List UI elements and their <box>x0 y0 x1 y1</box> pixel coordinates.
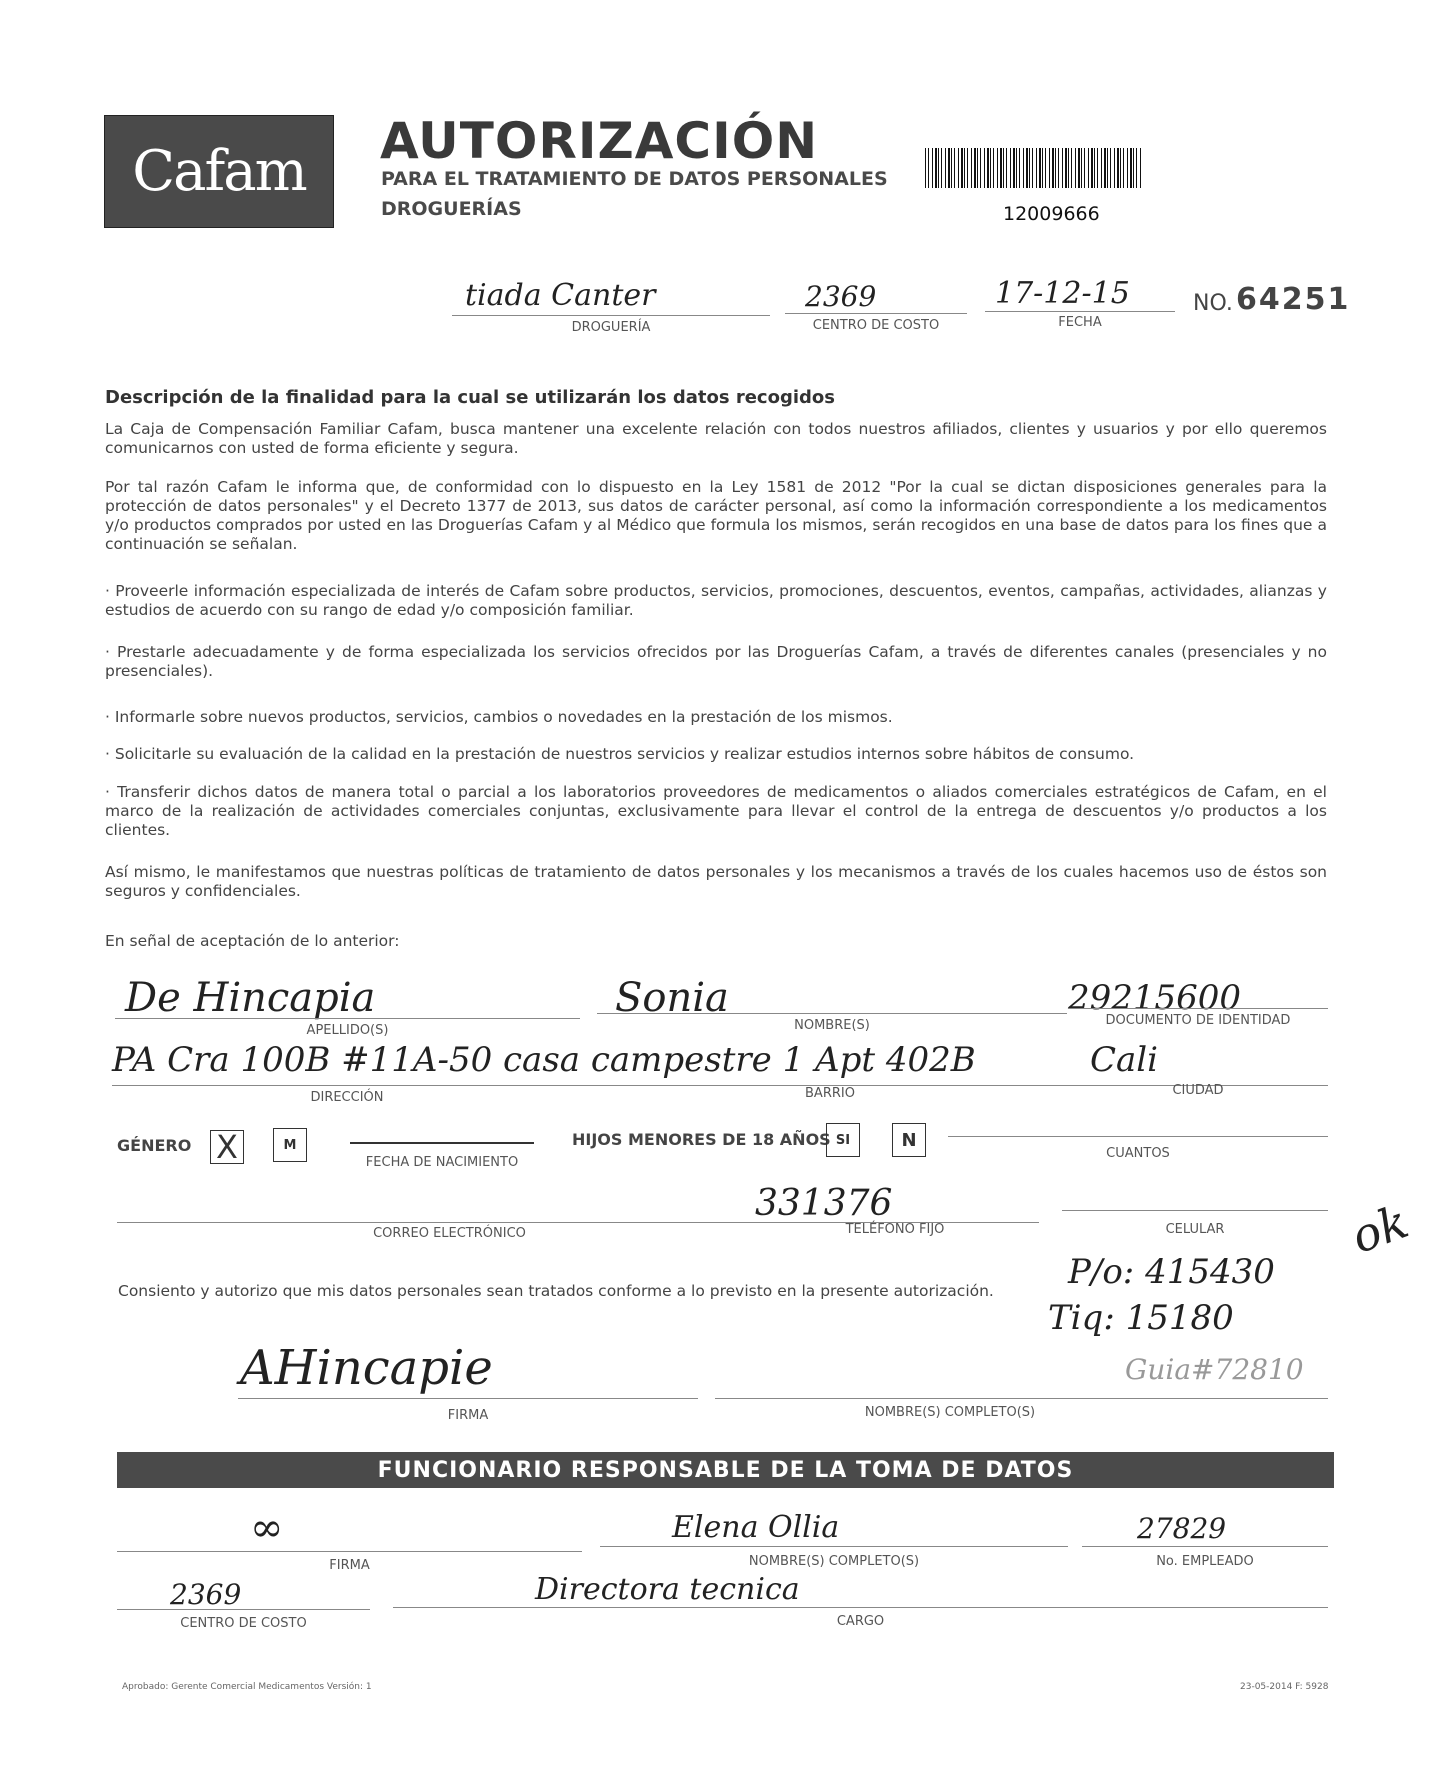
hijos-no-checkbox[interactable]: N <box>892 1123 926 1157</box>
cafam-logo: Cafam <box>104 115 334 228</box>
note-po: P/o: 415430 <box>1068 1252 1275 1292</box>
apellidos-value: De Hincapia <box>125 975 376 1021</box>
barcode-bar <box>1000 148 1002 188</box>
barcode-bar <box>1091 148 1093 188</box>
client-signature: AHincapie <box>240 1340 493 1396</box>
staff-firma-label: FIRMA <box>329 1558 370 1573</box>
staff-nombre-value: Elena Ollia <box>672 1510 840 1545</box>
barcode-bar <box>1039 148 1041 188</box>
form-number-label: NO. <box>1193 291 1233 316</box>
staff-nombre-label: NOMBRE(S) COMPLETO(S) <box>748 1554 920 1569</box>
note-guia: Guia#72810 <box>1125 1353 1304 1386</box>
drogueria-value: tiada Canter <box>465 278 656 313</box>
footer-date-code: 23-05-2014 F: 5928 <box>1240 1682 1329 1692</box>
direccion-label: DIRECCIÓN <box>310 1090 384 1105</box>
barcode-bar <box>990 148 991 188</box>
celular-label: CELULAR <box>1165 1222 1225 1237</box>
barcode-bar <box>1117 148 1119 188</box>
paragraph-acceptance: En señal de aceptación de lo anterior: <box>105 932 400 950</box>
telefono-label: TELÉFONO FIJO <box>845 1222 945 1237</box>
barcode-bar <box>1006 148 1007 188</box>
hijos-label: HIJOS MENORES DE 18 AÑOS <box>572 1130 831 1149</box>
barcode-bar <box>945 148 946 188</box>
ok-mark: ok <box>1344 1194 1416 1264</box>
barcode-bar <box>1120 148 1121 188</box>
barcode-bar <box>974 148 976 188</box>
staff-banner: FUNCIONARIO RESPONSABLE DE LA TOMA DE DATOS <box>117 1452 1334 1488</box>
barcode-bar <box>987 148 989 188</box>
direccion-value: PA Cra 100B #11A-50 casa campestre 1 Apt 402B <box>112 1040 976 1080</box>
nombres-value: Sonia <box>615 975 729 1021</box>
cuantos-label: CUANTOS <box>1106 1146 1170 1161</box>
genero-f-checkbox[interactable]: X <box>210 1130 244 1164</box>
barcode-bar <box>1026 148 1028 188</box>
barcode-bar <box>1136 148 1137 188</box>
barcode-bar <box>928 148 929 188</box>
barcode-bar <box>1042 148 1043 188</box>
bullet-1: · Proveerle información especializada de interés de Cafam sobre productos, servicios, promociones, descuentos, eventos, campañas, actividades, alianzas y estudios de acuerdo con su rango de edad y/o composición familiar. <box>105 582 1327 619</box>
barcode-bar <box>1071 148 1072 188</box>
barcode-bar <box>1075 148 1076 188</box>
barcode-bar <box>1078 148 1080 188</box>
barcode-bar <box>1107 148 1108 188</box>
barcode-bar <box>925 148 926 188</box>
barcode-bar <box>1127 148 1128 188</box>
barcode-bar <box>997 148 998 188</box>
barcode-bar <box>1058 148 1059 188</box>
barcode-bar <box>977 148 978 188</box>
barcode-bar <box>1010 148 1011 188</box>
section-heading: Descripción de la finalidad para la cual se utilizarán los datos recogidos <box>105 387 835 408</box>
staff-centro-label: CENTRO DE COSTO <box>180 1616 307 1631</box>
correo-label: CORREO ELECTRÓNICO <box>373 1226 526 1241</box>
fecha-value: 17-12-15 <box>995 276 1130 311</box>
paragraph-legal: Por tal razón Cafam le informa que, de conformidad con lo dispuesto en la Ley 1581 de 2012 "Por la cual se dictan disposiciones generales para la protección de datos personales" y el Decreto 1377 de 2013, sus datos de carácter personal, así como la información correspondiente a los medicamentos y/o productos comprados por usted en las Droguerías Cafam y al Médico que formula los mismos, serán recogidos en una base de datos para los fines que a continuación se señalan. <box>105 478 1327 553</box>
ciudad-label: CIUDAD <box>1172 1083 1224 1098</box>
paragraph-intro: La Caja de Compensación Familiar Cafam, busca mantener una excelente relación con todos nuestros afiliados, clientes y usuarios y por ello queremos comunicarnos con usted de forma eficiente y segura. <box>105 420 1327 457</box>
barcode-bar <box>1055 148 1056 188</box>
form-subtitle-droguerias: DROGUERÍAS <box>381 198 522 220</box>
ciudad-value: Cali <box>1090 1040 1159 1080</box>
barcode-bar <box>1130 148 1132 188</box>
centro-costo-value: 2369 <box>805 280 877 313</box>
barcode-bar <box>1088 148 1089 188</box>
nombres-label: NOMBRE(S) <box>794 1018 870 1033</box>
drogueria-label: DROGUERÍA <box>571 320 651 335</box>
genero-m-checkbox[interactable]: M <box>273 1128 307 1162</box>
barcode-bar <box>1013 148 1015 188</box>
consent-text: Consiento y autorizo que mis datos personales sean tratados conforme a lo previsto en la presente autorización. <box>118 1282 994 1300</box>
barcode <box>925 148 1145 188</box>
barcode-bar <box>984 148 985 188</box>
documento-label: DOCUMENTO DE IDENTIDAD <box>1105 1013 1291 1028</box>
cargo-value: Directora tecnica <box>535 1572 800 1607</box>
barcode-bar <box>1094 148 1095 188</box>
barcode-bar <box>967 148 968 188</box>
barcode-bar <box>1036 148 1037 188</box>
barcode-number: 12009666 <box>1003 203 1100 225</box>
barcode-bar <box>1110 148 1111 188</box>
barcode-bar <box>1114 148 1115 188</box>
barcode-bar <box>954 148 955 188</box>
documento-value: 29215600 <box>1068 978 1242 1018</box>
form-title: AUTORIZACIÓN <box>380 112 819 170</box>
barcode-bar <box>1065 148 1067 188</box>
telefono-value: 331376 <box>755 1183 893 1224</box>
barcode-bar <box>938 148 939 188</box>
form-number: 64251 <box>1236 282 1351 317</box>
barcode-bar <box>948 148 950 188</box>
nacimiento-label: FECHA DE NACIMIENTO <box>365 1155 519 1170</box>
bullet-5: · Transferir dichos datos de manera total o parcial a los laboratorios proveedores de medicamentos o aliados comerciales estratégicos de Cafam, en el marco de la realización de actividades comerciales conjuntas, exclusivamente para llevar el control de la entrega de descuentos y/o productos a los clientes. <box>105 783 1327 839</box>
note-tiq: Tiq: 15180 <box>1048 1298 1234 1338</box>
barcode-bar <box>971 148 972 188</box>
barcode-bar <box>1104 148 1106 188</box>
barcode-bar <box>941 148 942 188</box>
empleado-label: No. EMPLEADO <box>1156 1554 1254 1569</box>
barcode-bar <box>1084 148 1085 188</box>
barcode-bar <box>1081 148 1082 188</box>
client-firma-label: FIRMA <box>447 1408 489 1423</box>
barcode-bar <box>1101 148 1102 188</box>
barcode-bar <box>961 148 963 188</box>
apellidos-label: APELLIDO(S) <box>306 1023 389 1038</box>
staff-signature: ∞ <box>250 1505 284 1551</box>
barcode-bar <box>1003 148 1004 188</box>
fecha-label: FECHA <box>1058 315 1102 330</box>
paragraph-policy: Así mismo, le manifestamos que nuestras políticas de tratamiento de datos personales y los mecanismos a través de los cuales hacemos uso de éstos son seguros y confidenciales. <box>105 863 1327 900</box>
footer-approval: Aprobado: Gerente Comercial Medicamentos Versión: 1 <box>122 1682 372 1692</box>
barrio-label: BARRIO <box>805 1086 855 1101</box>
barcode-bar <box>1032 148 1033 188</box>
barcode-bar <box>993 148 994 188</box>
bullet-3: · Informarle sobre nuevos productos, servicios, cambios o novedades en la prestación de los mismos. <box>105 708 893 726</box>
barcode-bar <box>964 148 965 188</box>
form-subtitle: PARA EL TRATAMIENTO DE DATOS PERSONALES <box>381 168 888 190</box>
barcode-bar <box>1029 148 1030 188</box>
barcode-bar <box>980 148 981 188</box>
hijos-si-checkbox[interactable]: SI <box>826 1123 860 1157</box>
cargo-label: CARGO <box>836 1614 885 1629</box>
barcode-bar <box>935 148 937 188</box>
barcode-bar <box>1023 148 1024 188</box>
barcode-bar <box>932 148 933 188</box>
barcode-bar <box>1052 148 1054 188</box>
barcode-bar <box>1062 148 1063 188</box>
barcode-bar <box>951 148 952 188</box>
barcode-bar <box>1133 148 1134 188</box>
barcode-bar <box>958 148 959 188</box>
client-nombre-completo-label: NOMBRE(S) COMPLETO(S) <box>864 1405 1036 1420</box>
barcode-bar <box>1045 148 1046 188</box>
barcode-bar <box>1016 148 1017 188</box>
barcode-bar <box>1049 148 1050 188</box>
barcode-bar <box>1068 148 1069 188</box>
barcode-bar <box>1097 148 1098 188</box>
staff-centro-value: 2369 <box>170 1578 242 1611</box>
barcode-bar <box>1123 148 1124 188</box>
empleado-value: 27829 <box>1137 1512 1227 1545</box>
genero-label: GÉNERO <box>117 1136 192 1155</box>
bullet-4: · Solicitarle su evaluación de la calidad en la prestación de nuestros servicios y realizar estudios internos sobre hábitos de consumo. <box>105 745 1135 763</box>
bullet-2: · Prestarle adecuadamente y de forma especializada los servicios ofrecidos por las Droguerías Cafam, a través de diferentes canales (presenciales y no presenciales). <box>105 643 1327 680</box>
barcode-bar <box>1019 148 1020 188</box>
centro-costo-label: CENTRO DE COSTO <box>812 318 940 333</box>
barcode-bar <box>1140 148 1141 188</box>
